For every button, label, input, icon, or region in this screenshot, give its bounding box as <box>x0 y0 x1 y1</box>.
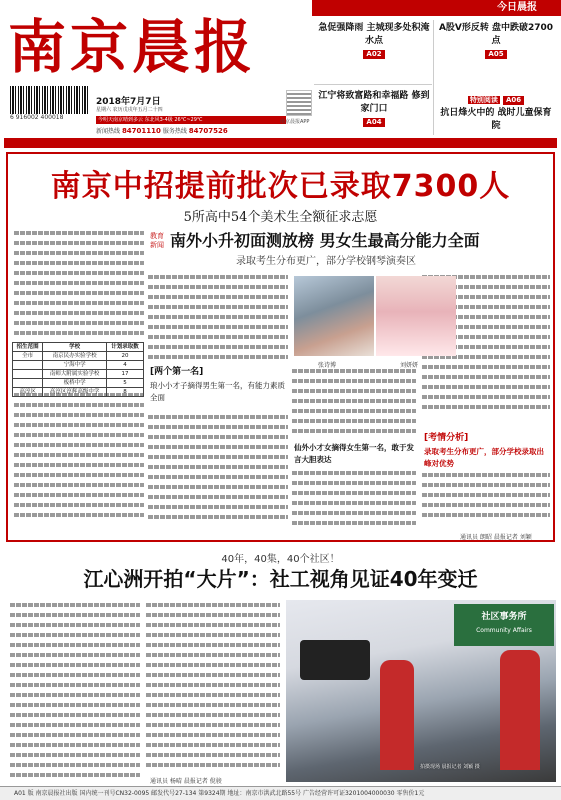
second-tagline: 40年，40集，40个社区！ <box>221 554 340 565</box>
teaser-text: 抗日烽火中的 战时儿童保育院 <box>440 108 552 131</box>
box3-sub: 仙外小才女摘得女生第一名，敢于发言大胆表达 <box>294 443 414 464</box>
table-header: 学校 <box>43 343 107 352</box>
body-text-left-2 <box>14 390 144 530</box>
second-headline[interactable]: 江心洲开拍“大片”：社工视角见证40年变迁 <box>83 567 478 591</box>
body-text-left <box>14 228 144 340</box>
service-label: 服务热线 <box>162 128 187 135</box>
person-figure <box>500 650 540 770</box>
table-row: 全市 南京民办实验学校 20 <box>13 352 144 361</box>
body-text-col3 <box>292 366 416 438</box>
body-text-col3b <box>292 468 416 532</box>
divider <box>433 20 434 135</box>
community-sign: 社区事务所 Community Affairs <box>454 604 554 646</box>
lunar-date: 星期六 农历戊戌年五月二十四 <box>96 107 163 113</box>
byline-bottom: 通讯员 杨晴 晨报记者 倪骏 <box>150 778 222 785</box>
hotline-label: 新闻热线 <box>96 128 121 135</box>
body-text-col2b <box>148 412 288 532</box>
photo-student-girl <box>376 276 456 356</box>
teaser-text: A股V形反转 盘中跌破2700点 <box>438 23 554 46</box>
footer-bar: A01 版 南京晨报社出版 国内统一刊号CN32-0095 邮发代号27-134 第9324期 地址：南京市洪武北路55号 广告经营许可证3201004000030 零售价1元 <box>0 786 561 800</box>
barcode-icon <box>10 86 88 114</box>
page-badge: A04 <box>363 118 384 127</box>
column-subhead: 录取考生分布更广，部分学校钢琴演奏区 <box>236 256 416 267</box>
qr-code-icon <box>286 90 312 116</box>
teaser-text: 江宁将致富路和幸福路 修到家门口 <box>318 91 430 114</box>
table-header: 招生范围 <box>13 343 43 352</box>
body-text-col4b <box>422 470 550 530</box>
table-row: 高淳区 高淳区淳辉高级中学 8 <box>13 388 144 397</box>
photo-caption: 张诗博 <box>318 362 337 369</box>
body-text-bottom-1 <box>10 600 140 780</box>
box1-title: [两个第一名] <box>150 367 204 377</box>
person-figure <box>380 660 414 770</box>
teaser-stocks[interactable] <box>436 22 556 61</box>
main-subhead: 5所高中54个美术生全额征求志愿 <box>183 210 378 225</box>
table-row: 宁海中学 4 <box>13 361 144 370</box>
table-header: 计划录取数 <box>106 343 143 352</box>
section-tag: 教育新闻 <box>150 232 164 249</box>
barcode-number: 6 916002 400018 <box>10 114 64 121</box>
photo-student-boy <box>294 276 374 356</box>
hotline-number: 84701110 <box>121 127 161 135</box>
teaser-jiangning[interactable] <box>316 90 432 129</box>
camera-icon <box>300 640 370 680</box>
teaser-text: 急促强降雨 主城现多处积淹水点 <box>318 23 430 46</box>
weather-strip: 今明天南京晴到多云 东北风3-4级 26℃~29℃ <box>96 116 286 124</box>
column-headline[interactable]: 南外小升初面测放榜 男女生最高分能力全面 <box>170 231 480 250</box>
teaser-rain[interactable] <box>316 22 432 61</box>
table-row: 板桥中学 5 <box>13 379 144 388</box>
photo-credit: 拍摄现场 晨报记者 刘颖 摄 <box>420 764 480 770</box>
page-badge: A02 <box>363 50 384 59</box>
special-tag: 特别阅读 <box>469 96 498 104</box>
hotline-info <box>96 126 228 135</box>
table-row: 南师大附属实验学校 17 <box>13 370 144 379</box>
divider <box>314 84 432 85</box>
byline: 通讯员 朗昭 晨报记者 刘颖 <box>460 534 532 541</box>
box2-title: [考情分析] <box>424 433 469 443</box>
page-badge: A05 <box>485 50 506 59</box>
scores-table <box>12 342 144 397</box>
issue-date: 2018年7月7日 <box>96 97 161 107</box>
box1-sub: 琅小小才子摘得男生第一名，有能力素质全面 <box>150 381 285 402</box>
body-text-col2 <box>148 272 288 362</box>
body-text-bottom-2 <box>146 600 280 780</box>
main-headline[interactable]: 南京中招提前批次已录取7300人 <box>50 169 511 204</box>
service-number: 84707526 <box>188 127 228 135</box>
today-bar: 今日晨报 <box>312 0 561 16</box>
app-label: 南京晨报APP <box>280 119 310 125</box>
photo-caption: 刘妍妍 <box>400 362 419 369</box>
box2-sub: 录取考生分布更广，部分学校录取出峰对优势 <box>424 447 544 468</box>
page-badge: A06 <box>503 96 524 105</box>
teaser-special[interactable] <box>436 94 556 133</box>
red-band <box>4 138 557 148</box>
newspaper-title: 南京晨报 <box>8 13 257 81</box>
